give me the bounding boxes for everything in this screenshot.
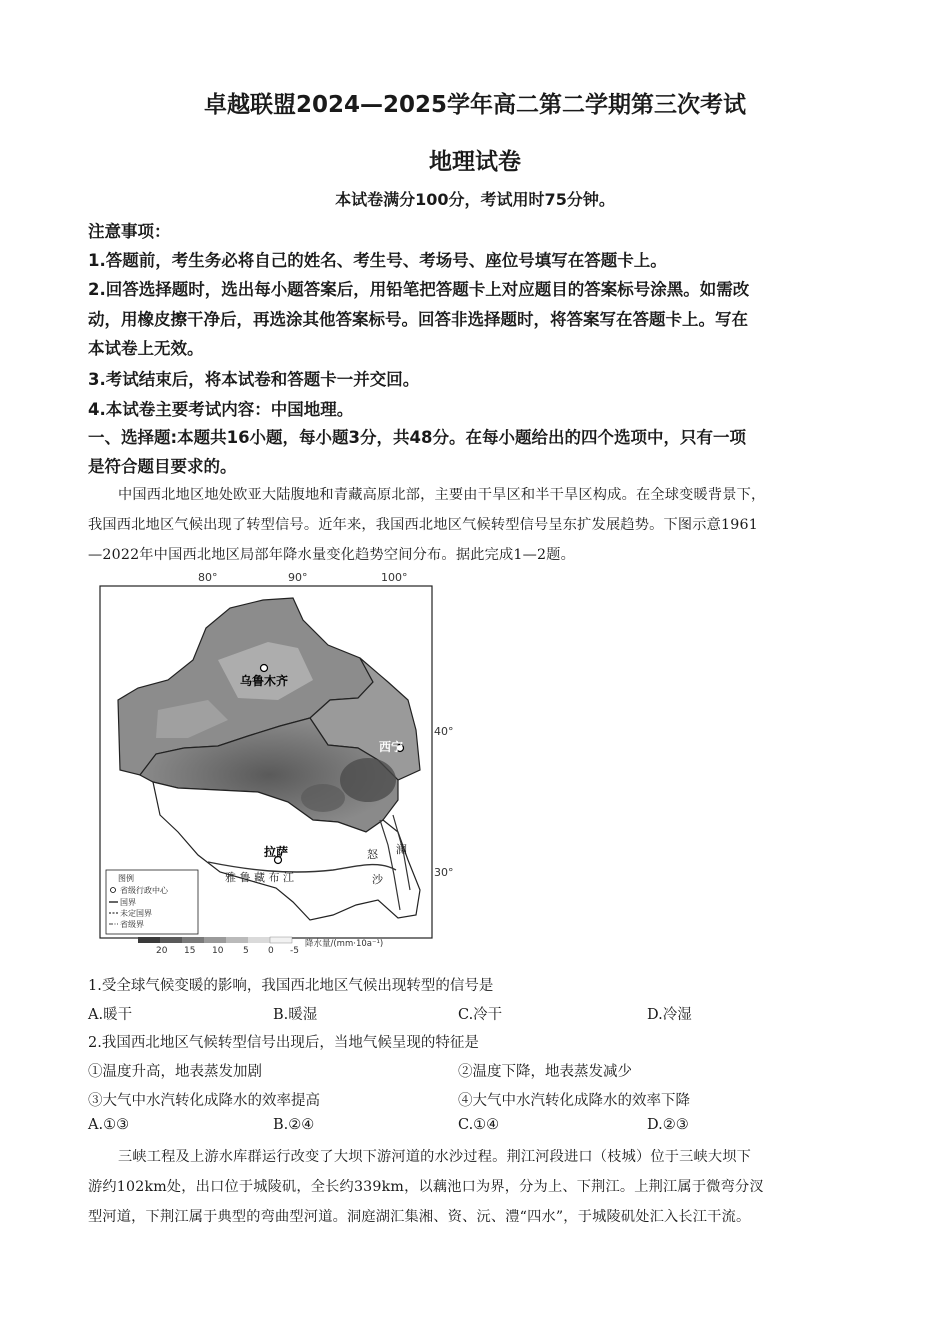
urumqi-marker <box>261 665 268 672</box>
legend-undefined: 未定国界 <box>120 909 152 918</box>
q2-statement-4: ④大气中水汽转化成降水的效率下降 <box>458 1093 690 1109</box>
scale-tick-15: 15 <box>184 946 196 956</box>
lon-label-80: 80° <box>198 571 218 584</box>
yarlung-label: 雅 鲁 藏 布 江 <box>225 871 294 884</box>
xining-label: 西宁 <box>379 740 404 754</box>
q2-option-a: A.①③ <box>88 1117 130 1133</box>
legend-national: 国界 <box>120 898 136 907</box>
lat-label-30: 30° <box>434 866 454 879</box>
note-2-line-2: 动，用橡皮擦干净后，再选涂其他答案标号。回答非选择题时，将答案写在答题卡上。写在 <box>88 310 748 329</box>
xining-wet-patch <box>340 758 396 802</box>
q1-option-a: A.暖干 <box>88 1007 133 1023</box>
precipitation-scale <box>138 937 292 943</box>
q1-option-d: D.冷湿 <box>647 1007 692 1023</box>
scale-tick-10: 10 <box>212 946 224 956</box>
question-1-stem: 1.受全球气候变暖的影响，我国西北地区气候出现转型的信号是 <box>88 978 494 994</box>
legend-capital: 省级行政中心 <box>120 886 168 895</box>
passage-2-line-2: 游约102km处，出口位于城陵矶，全长约339km，以藕池口为界，分为上、下荆江。上荆江属于微弯分汊 <box>88 1179 764 1195</box>
q2-statement-2: ②温度下降，地表蒸发减少 <box>458 1064 632 1080</box>
nu-label: 怒 <box>367 848 378 861</box>
precipitation-trend-map <box>98 570 454 956</box>
passage-1-line-2: 我国西北地区气候出现了转型信号。近年来，我国西北地区气候转型信号呈东扩发展趋势。下图示意1961 <box>88 517 758 533</box>
legend-capital-icon <box>111 888 116 893</box>
scale-tick-minus5: -5 <box>290 946 299 956</box>
q2-statement-1: ①温度升高，地表蒸发加剧 <box>88 1064 262 1080</box>
legend-title: 图例 <box>118 874 134 883</box>
passage-1-line-1: 中国西北地区地处欧亚大陆腹地和青藏高原北部，主要由干旱区和半干旱区构成。在全球变暖背景下， <box>118 487 766 503</box>
q1-option-c: C.冷干 <box>458 1007 503 1023</box>
passage-1-line-3: —2022年中国西北地区局部年降水量变化趋势空间分布。据此完成1—2题。 <box>88 547 575 563</box>
q1-option-b: B.暖湿 <box>273 1007 318 1023</box>
urumqi-label: 乌鲁木齐 <box>240 674 289 688</box>
legend-province: 省级界 <box>120 920 144 929</box>
question-2-stem: 2.我国西北地区气候转型信号出现后，当地气候呈现的特征是 <box>88 1035 479 1051</box>
lhasa-label: 拉萨 <box>264 845 289 859</box>
note-2-line-1: 2.回答选择题时，选出每小题答案后，用铅笔把答题卡上对应题目的答案标号涂黑。如需改 <box>88 280 750 299</box>
scale-unit: 降水量/(mm·10a⁻¹) <box>305 939 384 949</box>
lon-label-100: 100° <box>381 571 408 584</box>
central-wet-patch <box>301 784 345 812</box>
passage-2-line-3: 型河道，下荆江属于典型的弯曲型河道。洞庭湖汇集湘、资、沅、澧“四水”，于城陵矶处汇入长江干流。 <box>88 1209 751 1225</box>
lancang-label: 澜 <box>396 843 407 856</box>
section-1-line-2: 是符合题目要求的。 <box>88 457 237 476</box>
lon-label-90: 90° <box>288 571 308 584</box>
q2-option-d: D.②③ <box>647 1117 689 1133</box>
notes-heading: 注意事项： <box>88 222 171 241</box>
q2-statement-3: ③大气中水汽转化成降水的效率提高 <box>88 1093 320 1109</box>
note-3: 3.考试结束后，将本试卷和答题卡一并交回。 <box>88 370 420 389</box>
q2-option-b: B.②④ <box>273 1117 315 1133</box>
scale-tick-20: 20 <box>156 946 168 956</box>
passage-2-line-1: 三峡工程及上游水库群运行改变了大坝下游河道的水沙过程。荆江河段进口（枝城）位于三峡大坝下 <box>118 1149 752 1165</box>
note-4: 4.本试卷主要考试内容：中国地理。 <box>88 400 354 419</box>
q2-option-c: C.①④ <box>458 1117 500 1133</box>
exam-title: 卓越联盟2024—2025学年高二第二学期第三次考试 <box>203 92 747 118</box>
note-2-line-3: 本试卷上无效。 <box>88 339 204 358</box>
exam-info: 本试卷满分100分，考试用时75分钟。 <box>335 190 615 209</box>
scale-tick-0: 0 <box>268 946 274 956</box>
note-1: 1.答题前，考生务必将自己的姓名、考生号、考场号、座位号填写在答题卡上。 <box>88 251 667 270</box>
section-1-line-1: 一、选择题:本题共16小题，每小题3分，共48分。在每小题给出的四个选项中，只有一项 <box>88 428 747 447</box>
lat-label-40: 40° <box>434 725 454 738</box>
scale-tick-5: 5 <box>243 946 249 956</box>
jinsha-label: 沙 <box>372 873 383 886</box>
subject-title: 地理试卷 <box>429 149 521 175</box>
